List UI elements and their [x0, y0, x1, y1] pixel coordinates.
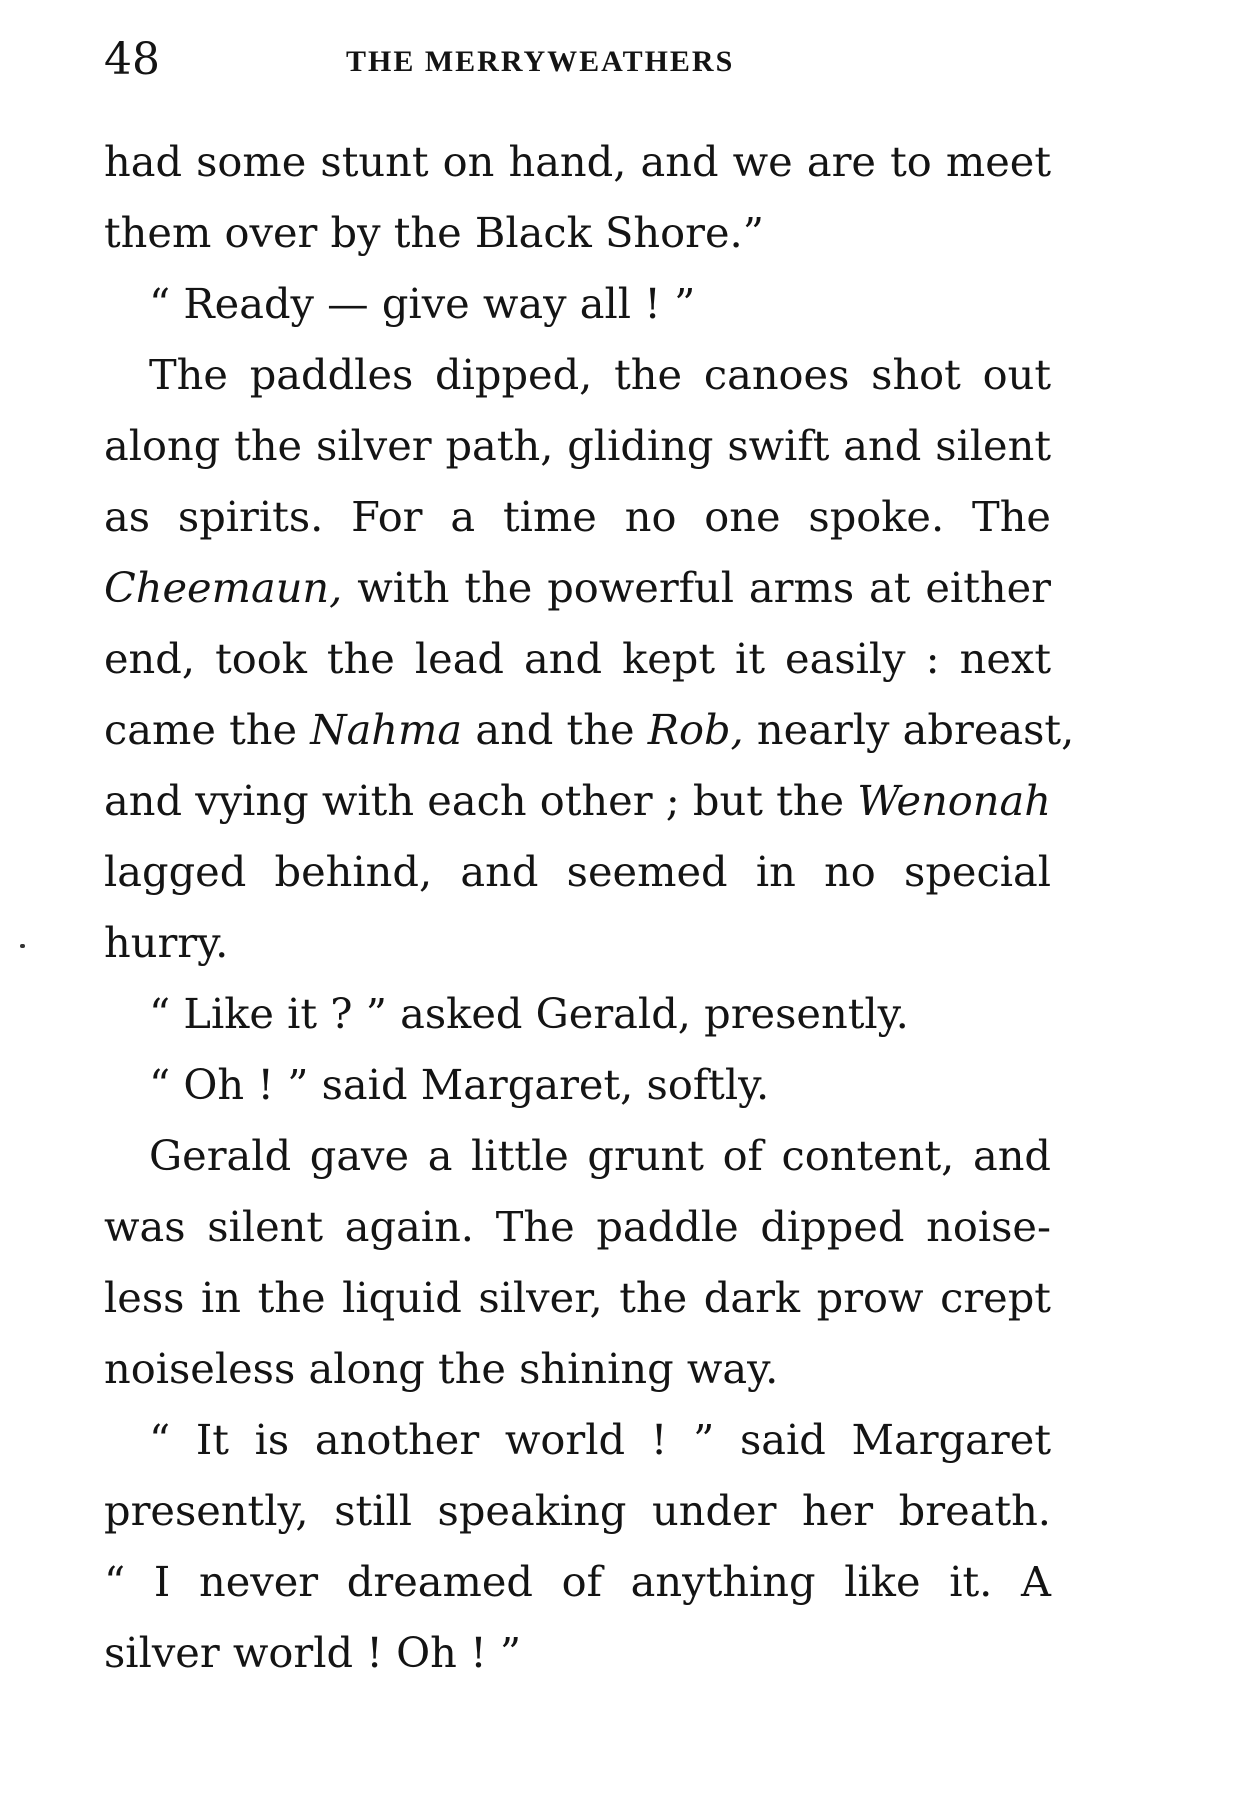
text-line: along the silver path, gliding swift and silent: [104, 421, 1051, 470]
text-fragment: with the powerful arms at either: [342, 563, 1051, 612]
ink-speck: [20, 944, 25, 948]
text-fragment: and vying with each other ; but the: [104, 776, 858, 825]
text-line: had some stunt on hand, and we are to meet: [104, 137, 1051, 186]
text-line: presently, still speaking under her breath.: [104, 1486, 1051, 1535]
text-line: [104, 552, 1051, 623]
text-line: “ It is another world ! ” said Margaret: [149, 1415, 1051, 1464]
text-line: end, took the lead and kept it easily : next: [104, 634, 1051, 683]
text-fragment: and the: [462, 705, 648, 754]
text-line: noiseless along the shining way.: [104, 1344, 779, 1393]
text-line: “ Like it ? ” asked Gerald, presently.: [149, 989, 909, 1038]
page-header: [104, 30, 1054, 90]
body-text: [104, 126, 1075, 1688]
text-line: hurry.: [104, 918, 229, 967]
text-line: [104, 765, 1051, 836]
vessel-name: Nahma: [310, 705, 463, 754]
text-line: “ Ready — give way all ! ”: [149, 279, 696, 328]
text-line: “ I never dreamed of anything like it. A: [104, 1557, 1051, 1606]
vessel-name: Wenonah: [857, 776, 1051, 825]
text-line: less in the liquid silver, the dark prow crept: [104, 1273, 1051, 1322]
text-line: was silent again. The paddle dipped noise-: [104, 1202, 1051, 1251]
text-line: [104, 694, 1075, 765]
text-line: as spirits. For a time no one spoke. The: [104, 492, 1051, 541]
vessel-name: Cheemaun,: [104, 563, 343, 612]
running-head: THE MERRYWEATHERS: [346, 45, 735, 78]
text-line: The paddles dipped, the canoes shot out: [149, 350, 1051, 399]
text-line: “ Oh ! ” said Margaret, softly.: [149, 1060, 770, 1109]
text-line: them over by the Black Shore.”: [104, 208, 764, 257]
text-line: lagged behind, and seemed in no special: [104, 847, 1051, 896]
page-number: 48: [104, 34, 160, 85]
text-fragment: nearly abreast,: [743, 705, 1075, 754]
text-line: Gerald gave a little grunt of content, and: [149, 1131, 1051, 1180]
vessel-name: Rob,: [647, 705, 744, 754]
text-line: silver world ! Oh ! ”: [104, 1628, 522, 1677]
text-fragment: came the: [104, 705, 311, 754]
